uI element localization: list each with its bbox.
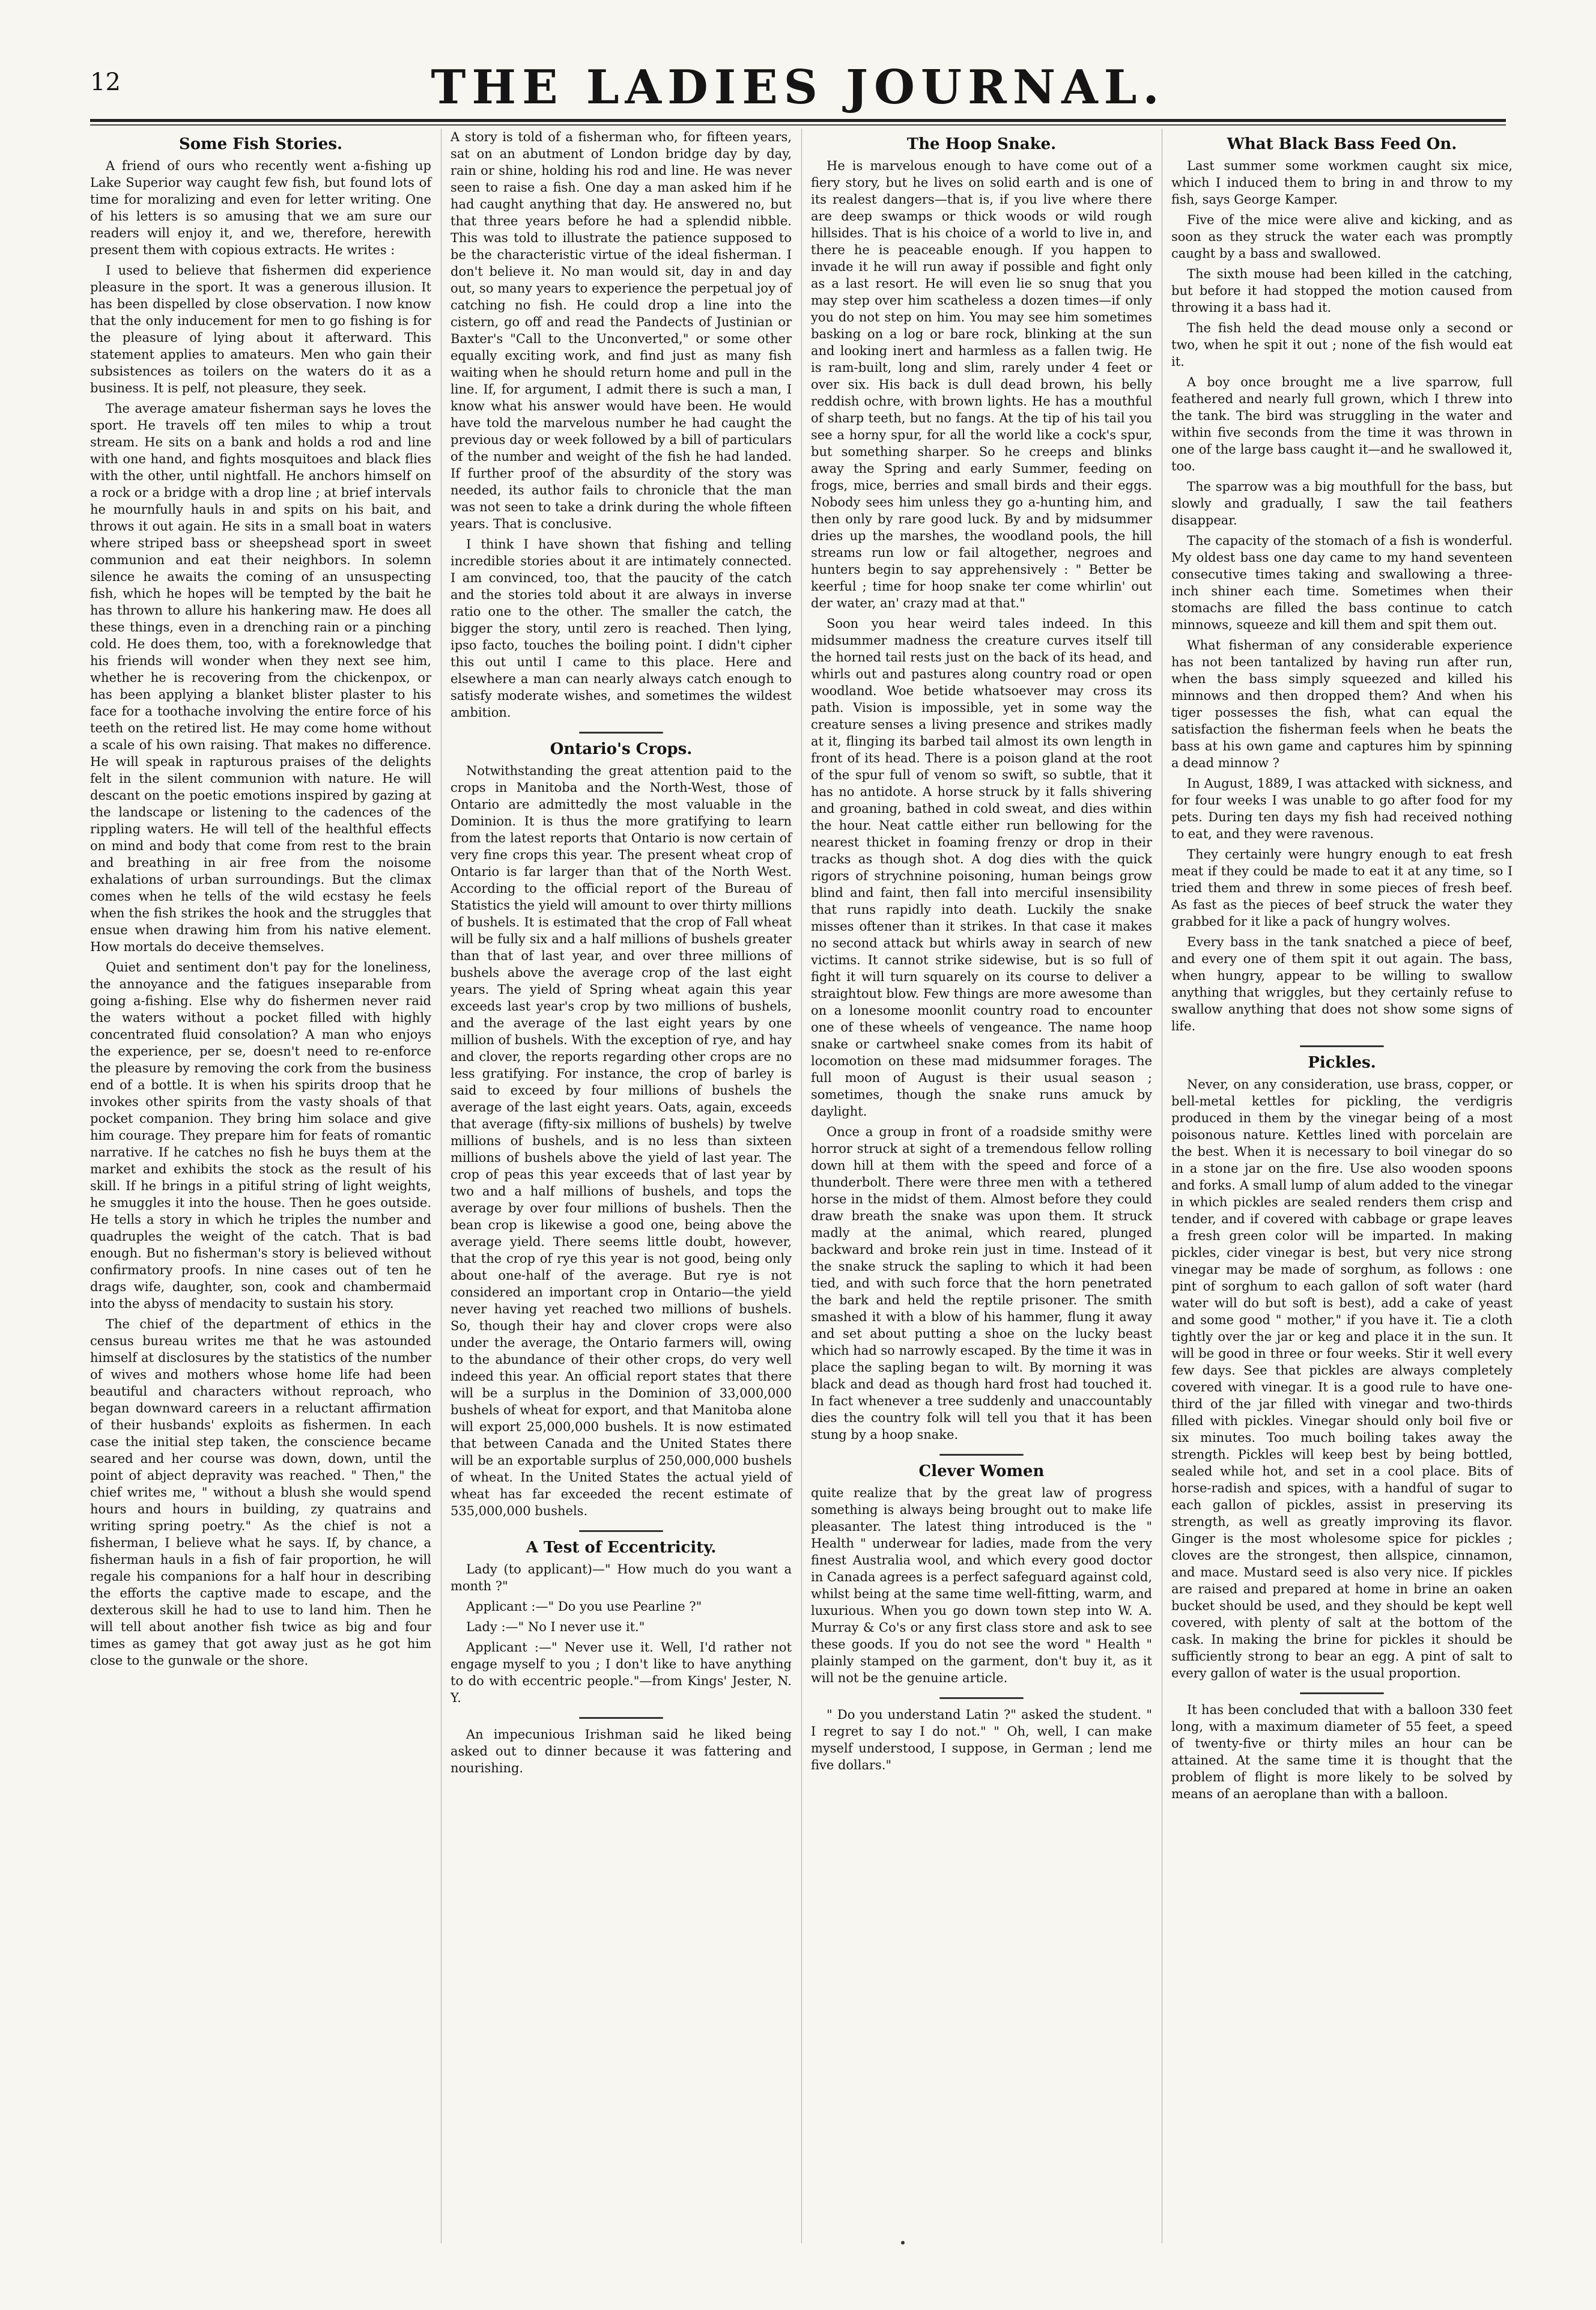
article-paragraph: Five of the mice were alive and kicking, and as soon as they struck the water each was promptly caught by a bass and swallowed.	[1171, 213, 1513, 261]
article-paragraph: The sixth mouse had been killed in the catching, but before it had stopped the motion caused from throwing it a bass had it.	[1171, 267, 1513, 315]
header-rule-thin	[90, 124, 1506, 126]
article-paragraph: Last summer some workmen caught six mice, which I induced them to bring in and throw to my fish, says George Kamper.	[1171, 159, 1513, 207]
article-paragraph: It has been concluded that with a balloon 330 feet long, with a maximum diameter of 55 feet, a speed of twenty-five or thirty miles an hour can be attained. At the same time it is thought that the problem of flight is more likely to be solved by means of an aeroplane than with a balloon.	[1171, 1703, 1513, 1801]
column-1	[90, 129, 431, 1673]
article-paragraph: Every bass in the tank snatched a piece of beef, and every one of them spit it out again. The bass, when hungry, appear to be willing to swallow anything that wriggles, but they certainly refuse to swallow anything that does not show some signs of life.	[1171, 935, 1513, 1033]
article-paragraph: Once a group in front of a roadside smithy were horror struck at sight of a tremendous fellow rolling down hill at them with the speed and force of a thunderbolt. There were three men with a tethered horse in the midst of them. Almost before they could draw breath the snake was upon them. It struck madly at the animal, which reared, plunged backward and broke rein just in time. Instead of it the snake struck the sapling to which it had been tied, and with such force that the horn penetrated the bark and held the reptile prisoner. The smith smashed it with a blow of his hammer, flung it away and set about putting a shoe on the lucky beast which had so narrowly escaped. By the time it was in place the sapling began to wilt. By morning it was black and dead as though hard frost had touched it. In fact whenever a tree suddenly and unaccountably dies the country folk will tell you that it has been stung by a hoop snake.	[811, 1125, 1152, 1442]
section-separator	[1300, 1692, 1384, 1694]
article-paragraph: Notwithstanding the great attention paid to the crops in Manitoba and the North-West, those of Ontario are admittedly the most valuable in the Dominion. It is thus the more gratifying to learn from the latest reports that Ontario is now certain of very fine crops this year. The present wheat crop of Ontario is far larger than that of the North West. According to the official report of the Bureau of Statistics the yield will amount to over thirty millions of bushels. It is estimated that the crop of Fall wheat will be fully six and a half millions of bushels greater than that of last year, and over three millions of bushels above the average crop of the last eight years. The yield of Spring wheat again this year exceeds last year's crop by two millions of bushels, and the average of the last eight years by one million of bushels. With the exception of rye, and hay and clover, the reports regarding other crops are no less gratifying. For instance, the crop of barley is said to exceed by four millions of bushels the average of the last eight years. Oats, again, exceeds that average (fifty-six millions of bushels) by twelve millions of bushels, and is no less than sixteen millions of bushels above the yield of last year. The crop of peas this year exceeds that of last year by two and a half millions of bushels, and tops the average by over four millions of bushels. Then the bean crop is likewise a good one, being above the average yield. There seems little doubt, however, that the crop of rye this year is not good, being only about one-half of the average. But rye is not considered an important crop in Ontario—the yield never having yet reached two millions of bushels. So, though their hay and clover crops were also under the average, the Ontario farmers will, owing to the abundance of their other crops, do very well indeed this year. An official report states that there will be a surplus in the Dominion of 33,000,000 bushels of wheat for export, and that Manitoba alone will export 25,000,000 bushels. It is now estimated that between Canada and the United States there will be an exportable surplus of 250,000,000 bushels of wheat. In the United States the actual yield of wheat has far exceeded the recent estimate of 535,000,000 bushels.	[451, 764, 792, 1518]
article-paragraph: He is marvelous enough to have come out of a fiery story, but he lives on solid earth and is one of its realest dangers—that is, if you live where there are deep swamps or thick woods or wild rough hillsides. That is his choice of a world to live in, and there he is peaceable enough. If you happen to invade it he will run away if possible and fight only as a last resort. He will even lie so snug that you may step over him scatheless a dozen times—if only you do not step on him. You may see him sometimes basking on a log or bare rock, blinking at the sun and looking inert and harmless as a fallen twig. He is ram-built, long and slim, rarely under 4 feet or over six. His back is dull dead brown, his belly reddish ochre, with brown lights. He has a mouthful of sharp teeth, but no fangs. At the tip of his tail you see a horny spur, for all the world like a cock's spur, but something sharper. So he creeps and blinks away the Spring and early Summer, feeding on frogs, mice, berries and small birds and their eggs. Nobody sees him unless they go a-hunting him, and then only by rare good luck. By and by midsummer dries up the marshes, the woodland pools, the hill streams run low or fail altogether, negroes and hunters begin to say apprehensively : " Better be keerful ; time for hoop snake ter come whirlin' out der water, an' crazy mad at that."	[811, 159, 1152, 610]
article-paragraph: What fisherman of any considerable experience has not been tantalized by having run after run, when the bass simply squeezed and killed his minnows and then dropped them? And when his tiger possesses the fish, what can equal the satisfaction the fisherman feels when he beats the bass at his own game and captures him by spinning a dead minnow ?	[1171, 638, 1513, 770]
article-paragraph: Applicant :—" Never use it. Well, I'd rather not engage myself to you ; I don't like to have anything to do with eccentric people."—from Kings' Jester, N. Y.	[451, 1640, 792, 1705]
article-paragraph: A boy once brought me a live sparrow, full feathered and nearly full grown, which I threw into the tank. The bird was struggling in the water and within five seconds from the time it was thrown in one of the large bass caught it—and he swallowed it, too.	[1171, 375, 1513, 473]
article-paragraph: A friend of ours who recently went a-fishing up Lake Superior way caught few fish, but found lots of time for moralizing and even for letter writing. One of his letters is so amusing that we am sure our readers will enjoy it, and we, therefore, herewith present them with copious extracts. He writes :	[90, 159, 431, 257]
header-rule	[90, 119, 1506, 122]
article-latin-joke	[811, 1706, 1152, 1774]
article-paragraph: The chief of the department of ethics in the census bureau writes me that he was astounded himself at disclosures by the statistics of the number of wives and mothers whose home life had been beautiful and characters without reproach, who began downward careers in a reluctant affirmation of their husbands' exploits as fishermen. In each case the initial step taken, the conscience became seared and her course was down, down, until the point of abject depravity was reached. " Then," the chief writes me, " without a blush she would spend hours and hours in building, zy quatrains and writing spring poetry." As the chief is not a fisherman, I believe what he says. If, by chance, a fisherman hauls in a fish of fair proportion, he will regale his companions for a half hour in describing the efforts the captive made to escape, and the dexterous skill he had to use to land him. Then he will tell about another fish twice as big and four times as gamey that got away just as he got him close to the gunwale or the shore.	[90, 1317, 431, 1668]
article-ontario-crops	[451, 741, 792, 1519]
section-separator	[939, 1697, 1024, 1699]
article-paragraph: They certainly were hungry enough to eat fresh meat if they could be made to eat it at any time, so I tried them and threw in some pieces of fresh beef. As fast as the pieces of beef struck the water they grabbed for it like a pack of hungry wolves.	[1171, 847, 1513, 929]
section-separator	[579, 1530, 663, 1532]
column-4	[1171, 129, 1513, 1806]
article-paragraph: Soon you hear weird tales indeed. In this midsummer madness the creature curves itself till the horned tail rests just on the back of its head, and whirls out and pastures along country road or open woodland. Woe betide whatsoever may cross its path. Vision is impossible, yet in some way the creature senses a living presence and strikes madly at it, flinging its barbed tail almost its own length in front of its head. There is a poison gland at the root of the spur full of venom so swift, so subtle, that it has no antidote. A horse struck by it falls shivering and groaning, bathed in cold sweat, and dies within the hour. Neat cattle either run bellowing for the nearest thicket in foaming frenzy or drop in their tracks as though shot. A dog dies with the quick rigors of strychnine poisoning, human beings grow blind and faint, then fall into merciful insensibility that runs rapidly into death. Luckily the snake misses oftener than it strikes. In that case it makes no second attack but whirls away in search of new victims. It cannot strike sidewise, but is so full of fight it will turn squarely on its course to deliver a straightout blow. Few things are more awesome than on a lonesome moonlit country road to encounter one of these wheels of vengeance. The name hoop snake or cartwheel snake comes from its habit of locomotion on these mad midsummer forages. The full moon of August is their usual season ; sometimes, though the snake runs amuck by daylight.	[811, 616, 1152, 1119]
section-separator	[939, 1454, 1024, 1456]
article-test-of-eccentricity	[451, 1539, 792, 1706]
article-title: The Hoop Snake.	[906, 135, 1057, 153]
article-paragraph: The sparrow was a big mouthfull for the bass, but slowly and gradually, I saw the tail feathers disappear.	[1171, 479, 1513, 527]
article-paragraph: I think I have shown that fishing and telling incredible stories about it are intimately connected. I am convinced, too, that the paucity of the catch and the stories told about it are always in inverse ratio one to the other. The smaller the catch, the bigger the story, until zero is reached. Then lying, ipso facto, touches the boiling point. I didn't cipher this out until I came to this place. Here and elsewhere a man can nearly always catch enough to satisfy moderate wishes, and sometimes the wildest ambition.	[451, 537, 792, 720]
article-paragraph: I used to believe that fishermen did experience pleasure in the sport. It was a generous illusion. It has been dispelled by close observation. I now know that the only inducement for men to go fishing is for the pleasure of lying about it afterward. This statement applies to amateurs. Men who gain their subsistences as toilers on the waters do it as a business. It is pelf, not pleasure, they seek.	[90, 263, 431, 395]
article-fish-stories	[90, 136, 431, 1669]
article-paragraph: The capacity of the stomach of a fish is wonderful. My oldest bass one day came to my hand seventeen consecutive times taking and swallowing a three-inch shiner each time. Sometimes when their stomachs are filled the bass continue to catch minnows, squeeze and kill them and spit them out.	[1171, 533, 1513, 632]
article-balloon	[1171, 1701, 1513, 1802]
article-paragraph: The fish held the dead mouse only a second or two, when he spit it out ; none of the fish would eat it.	[1171, 321, 1513, 369]
print-mark	[901, 2241, 905, 2245]
article-paragraph: An impecunious Irishman said he liked being asked out to dinner because it was fattering and nourishing.	[451, 1727, 792, 1775]
article-paragraph: A story is told of a fisherman who, for fifteen years, sat on an abutment of London bridge day by day, rain or shine, holding his rod and line. He was never seen to raise a fish. One day a man asked him if he had caught anything that day. He answered no, but that three years before he had a splendid nibble. This was told to illustrate the patience supposed to be the characteristic virtue of the ideal fisherman. I don't believe it. No man would sit, day in and day out, so many years to experience the perpetual joy of catching no fish. He could drop a line into the cistern, go off and read the Pandects of Justinian or Baxter's "Call to the Unconverted," or some other equally exciting work, and find just as many fish waiting when he should return home and pull in the line. If, for argument, I admit there is such a man, I know what his answer would have been. He would have told the marvelous number he had caught the previous day or week followed by a bill of particulars of the number and weight of the fish he had landed. If further proof of the absurdity of the story was needed, its author fails to chronicle that the man was not seen to take a drink during the whole fifteen years. That is conclusive.	[451, 130, 792, 531]
article-title: Pickles.	[1308, 1054, 1376, 1072]
page-number: 12	[90, 68, 121, 96]
column-divider	[801, 129, 802, 2243]
article-title: Ontario's Crops.	[550, 740, 693, 758]
section-separator	[579, 732, 663, 734]
column-3	[811, 129, 1152, 1777]
article-clever-women	[811, 1463, 1152, 1686]
article-title: Clever Women	[918, 1462, 1045, 1480]
article-paragraph: In August, 1889, I was attacked with sickness, and for four weeks I was unable to go after food for my pets. During ten days my fish had received nothing to eat, and they were ravenous.	[1171, 776, 1513, 841]
article-paragraph: quite realize that by the great law of progress something is always being brought out to make life pleasanter. The latest thing introduced is the " Health " underwear for ladies, made from the very finest Australia wool, and which every good doctor in Canada agrees is a perfect safeguard against cold, whilst being at the same time well-fitting, warm, and luxurious. When you go down town step into W. A. Murray & Co's or any first class store and ask to see these goods. If you do not see the word " Health " plainly stamped on the garment, don't buy it, as it will not be the genuine article.	[811, 1486, 1152, 1685]
section-separator	[579, 1717, 663, 1719]
article-black-bass	[1171, 136, 1513, 1035]
article-hoop-snake	[811, 136, 1152, 1443]
article-title: What Black Bass Feed On.	[1227, 135, 1457, 153]
article-paragraph: Quiet and sentiment don't pay for the loneliness, the annoyance and the fatigues inseparable from going a-fishing. Else why do fishermen never raid the waters without a pocket filled with highly concentrated fluid consolation? A man who enjoys the experience, per se, doesn't need to re-enforce the pleasure by removing the cork from the business end of a bottle. It is when his spirits droop that he invokes other spirits from the vasty shoals of that pocket companion. They bring him solace and give him courage. They prepare him for feats of romantic narrative. If he catches no fish he buys them at the market and exhibits the stock as the result of his skill. If he brings in a pitiful string of light weights, he smuggles it into the house. Then he goes outside. He tells a story in which he triples the number and quadruples the weight of the catch. That is bad enough. But no fisherman's story is believed without confirmatory proofs. In nine cases out of ten he drags wife, daughter, son, cook and chambermaid into the abyss of mendacity to sustain his story.	[90, 960, 431, 1311]
article-title: Some Fish Stories.	[178, 135, 343, 153]
article-paragraph: The average amateur fisherman says he loves the sport. He travels off ten miles to whip a trout stream. He sits on a bank and holds a rod and line with one hand, and fights mosquitoes and black flies with the other, until nightfall. He anchors himself on a rock or a bridge with a drop line ; at brief intervals he mournfully hauls in and spits on his bait, and throws it out again. He sits in a small boat in waters where striped bass or sheepshead sport in sweet communion and eat their neighbors. In solemn silence he awaits the coming of an unsuspecting fish, which he hopes will be tempted by the bait he has thrown to allure his hankering maw. He does all these things, even in a drenching rain or a pinching cold. He does them, too, with a foreknowledge that his friends will wonder when they next see him, whether he is recovering from the chickenpox, or has been applying a blanket blister plaster to his face for a toothache involving the entire force of his teeth on the retired list. He may come home without a scale of his own raising. That makes no difference. He will speak in rapturous praises of the delights felt in the silent communion with nature. He will descant on the poetic emotions inspired by gazing at the landscape or listening to the cadences of the rippling waters. He will tell of the healthful effects on mind and body that come from rest to the brain and breathing in air free from the noisome exhalations of urban surroundings. But the climax comes when he tells of the wild ecstasy he feels when the fish strikes the hook and the struggles that ensue when drawing him from his native element. How mortals do deceive themselves.	[90, 401, 431, 954]
article-irishman-joke	[451, 1726, 792, 1777]
article-title: A Test of Eccentricity.	[526, 1539, 717, 1557]
article-paragraph: Never, on any consideration, use brass, copper, or bell-metal kettles for pickling, the verdigris produced in them by the vinegar being of a most poisonous nature. Kettles lined with porcelain are the best. When it is necessary to boil vinegar do so in a stone jar on the fire. Use also wooden spoons and forks. A small lump of alum added to the vinegar in which pickles are sealed renders them crisp and tender, and if covered with cabbage or grape leaves a fresh green color will be imparted. In making pickles, cider vinegar is best, but very nice strong vinegar may be made of sorghum, as follows : one pint of sorghum to each gallon of soft water (hard water will do but soft is best), add a cake of yeast and some good " mother," if you have it. Tie a cloth tightly over the jar or keg and place it in the sun. It will be good in three or four weeks. Stir it well every few days. See that pickles are always completely covered with vinegar. It is a good rule to have one-third of the jar filled with vinegar and two-thirds filled with pickles. Vinegar should only boil five or six minutes. Too much boiling takes away the strength. Pickles will keep best by being bottled, sealed while hot, and set in a cool place. Bits of horse-radish and spices, with a handful of sugar to each gallon of pickles, assist in preserving its strength, as well as greatly improving its flavor. Ginger is the most wholesome spice for pickles ; cloves are the strongest, then allspice, cinnamon, and mace. Mustard seed is also very nice. If pickles are raised and prepared at home in brine an oaken bucket should be used, and they should be kept well covered, with plenty of salt at the bottom of the cask. In making the brine for pickles it should be sufficiently strong to bear an egg. A pint of salt to every gallon of water is the usual proportion.	[1171, 1077, 1513, 1680]
page-header	[90, 60, 1506, 120]
article-paragraph: Lady :—" No I never use it."	[466, 1620, 645, 1634]
section-separator	[1300, 1045, 1384, 1047]
article-paragraph: Applicant :—" Do you use Pearline ?"	[466, 1599, 702, 1614]
article-paragraph: " Do you understand Latin ?" asked the student. " I regret to say I do not." " Oh, well, I can make myself understood, I suppose, in German ; lend me five dollars."	[811, 1707, 1152, 1772]
masthead: THE LADIES JOURNAL.	[431, 60, 1165, 115]
article-paragraph: Lady (to applicant)—" How much do you want a month ?"	[451, 1562, 792, 1593]
column-2	[451, 129, 792, 1780]
article-pickles	[1171, 1054, 1513, 1682]
